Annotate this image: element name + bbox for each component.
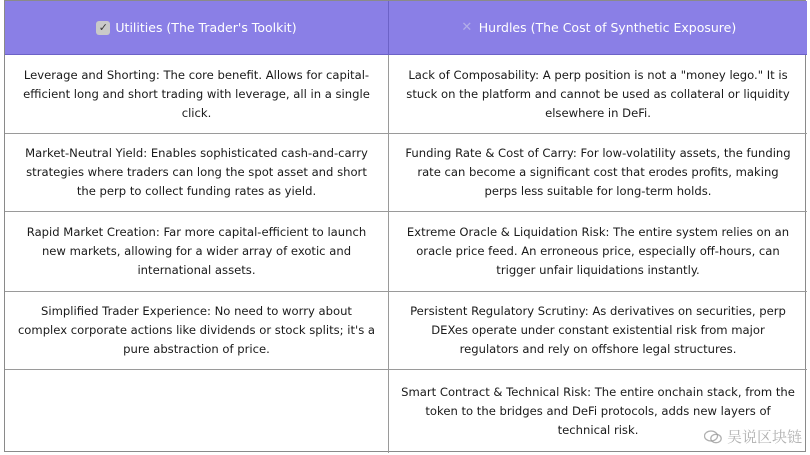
chat-bubbles-icon xyxy=(704,430,722,444)
watermark-text: 吴说区块链 xyxy=(726,428,802,446)
cross-icon: ✕ xyxy=(461,20,473,35)
hurdle-text: Extreme Oracle & Liquidation Risk: The entire system relies on an oracle price feed. An erroneous price, especially off-hours, can trigger unfair liquidations instantly. xyxy=(406,225,790,277)
hurdles-header-title: Hurdles (The Cost of Synthetic Exposure) xyxy=(478,20,737,35)
utility-cell xyxy=(5,134,389,212)
utility-text: Simplified Trader Experience: No need to worry about complex corporate actions like dividends or stock splits; it's a pure abstraction of price. xyxy=(17,304,376,356)
hurdle-text: Lack of Composability: A perp position is not a "money lego." It is stuck on the platform and cannot be used as collateral or liquidity elsewhere in DeFi. xyxy=(406,67,790,120)
utility-cell xyxy=(5,292,389,370)
hurdle-text: Persistent Regulatory Scrutiny: As derivatives on securities, perp DEXes operate under constant existential risk from major regulators and rely on offshore legal structures. xyxy=(410,304,786,356)
utility-cell xyxy=(5,55,389,134)
hurdle-cell xyxy=(389,292,807,370)
hurdle-cell xyxy=(389,55,807,134)
utility-cell-empty xyxy=(5,370,389,453)
utility-text: Rapid Market Creation: Far more capital-efficient to launch new markets, allowing for a wider array of exotic and international assets. xyxy=(26,225,367,277)
hurdle-cell xyxy=(389,212,807,292)
hurdle-text: Smart Contract & Technical Risk: The entire onchain stack, from the token to the bridges and DeFi protocols, adds new layers of technical risk. xyxy=(401,385,795,437)
utilities-header-title: Utilities (The Trader's Toolkit) xyxy=(115,20,297,35)
utility-text: Leverage and Shorting: The core benefit. Allows for capital-efficient long and short trading with leverage, all in a single click. xyxy=(23,67,370,120)
hurdle-cell xyxy=(389,134,807,212)
utility-text: Market-Neutral Yield: Enables sophisticated cash-and-carry strategies where traders can long the spot asset and short the perp to collect funding rates as yield. xyxy=(25,146,368,198)
comparison-table xyxy=(4,0,806,452)
hurdles-header xyxy=(389,1,807,55)
utility-cell xyxy=(5,212,389,292)
utilities-header xyxy=(5,1,389,55)
hurdle-text: Funding Rate & Cost of Carry: For low-volatility assets, the funding rate can become a significant cost that erodes profits, making perps less suitable for long-term holds. xyxy=(405,146,791,198)
watermark xyxy=(704,426,802,447)
check-box-icon: ✓ xyxy=(96,21,110,35)
